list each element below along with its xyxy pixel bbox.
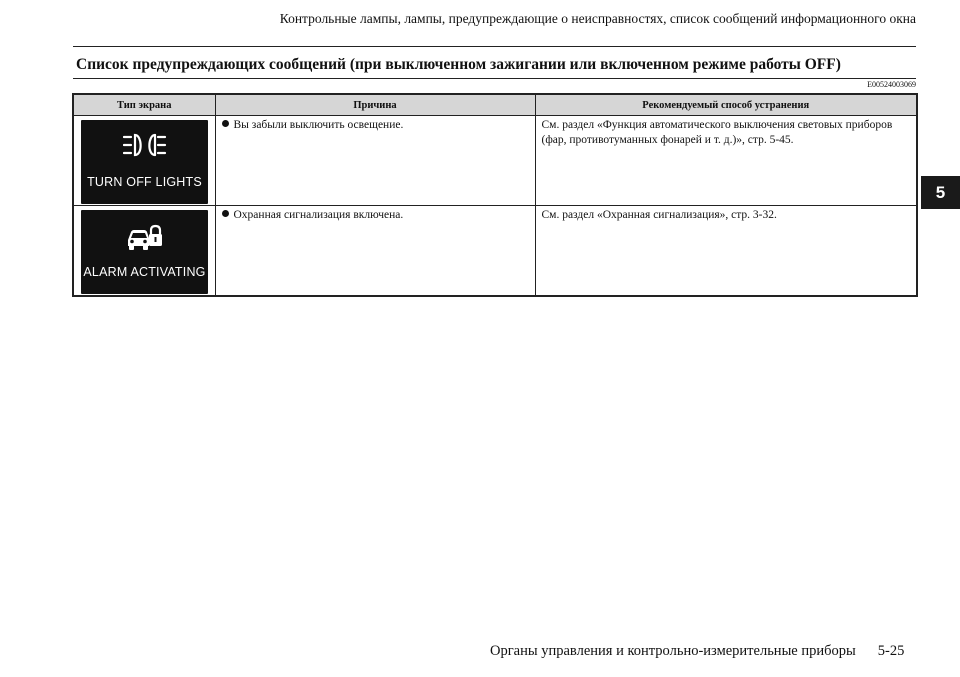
document-code: E00524003069 bbox=[867, 80, 916, 89]
warning-message-table bbox=[72, 93, 918, 297]
car-lock-icon bbox=[125, 224, 163, 252]
display-label: TURN OFF LIGHTS bbox=[87, 175, 202, 189]
section-title: Список предупреждающих сообщений (при выключенном зажигании или включенном режиме работы OFF) bbox=[76, 56, 841, 73]
cause-cell bbox=[215, 116, 535, 206]
display-screen-turn-off-lights bbox=[81, 120, 208, 204]
cause-cell bbox=[215, 206, 535, 296]
remedy-text: См. раздел «Функция автоматического выключения световых приборов (фар, противотуманных фонарей и т. д.)», стр. 5-45. bbox=[541, 119, 893, 146]
table-row bbox=[73, 206, 917, 296]
screen-cell bbox=[73, 206, 215, 296]
bullet-icon bbox=[222, 210, 229, 217]
column-header-screen: Тип экрана bbox=[73, 94, 215, 116]
headlight-icon bbox=[123, 132, 167, 158]
column-header-remedy: Рекомендуемый способ устранения bbox=[535, 94, 917, 116]
cause-text: Вы забыли выключить освещение. bbox=[233, 119, 404, 131]
remedy-cell bbox=[535, 206, 917, 296]
display-screen-alarm-activating bbox=[81, 210, 208, 294]
remedy-text: См. раздел «Охранная сигнализация», стр. 3-32. bbox=[541, 209, 777, 221]
footer-chapter-title: Органы управления и контрольно-измерительные приборы bbox=[490, 643, 856, 659]
chapter-tab: 5 bbox=[921, 176, 960, 209]
cause-text: Охранная сигнализация включена. bbox=[233, 209, 404, 221]
page-number: 5-25 bbox=[877, 643, 905, 659]
screen-cell bbox=[73, 116, 215, 206]
display-label: ALARM ACTIVATING bbox=[83, 265, 206, 279]
table-row bbox=[73, 116, 917, 206]
page-footer bbox=[490, 642, 904, 660]
bullet-icon bbox=[222, 120, 229, 127]
column-header-cause: Причина bbox=[215, 94, 535, 116]
running-header: Контрольные лампы, лампы, предупреждающие о неисправностях, список сообщений информационного окна bbox=[279, 11, 916, 26]
table-header-row bbox=[73, 94, 917, 116]
section-rule bbox=[73, 78, 916, 79]
remedy-cell bbox=[535, 116, 917, 206]
header-rule bbox=[73, 46, 916, 47]
